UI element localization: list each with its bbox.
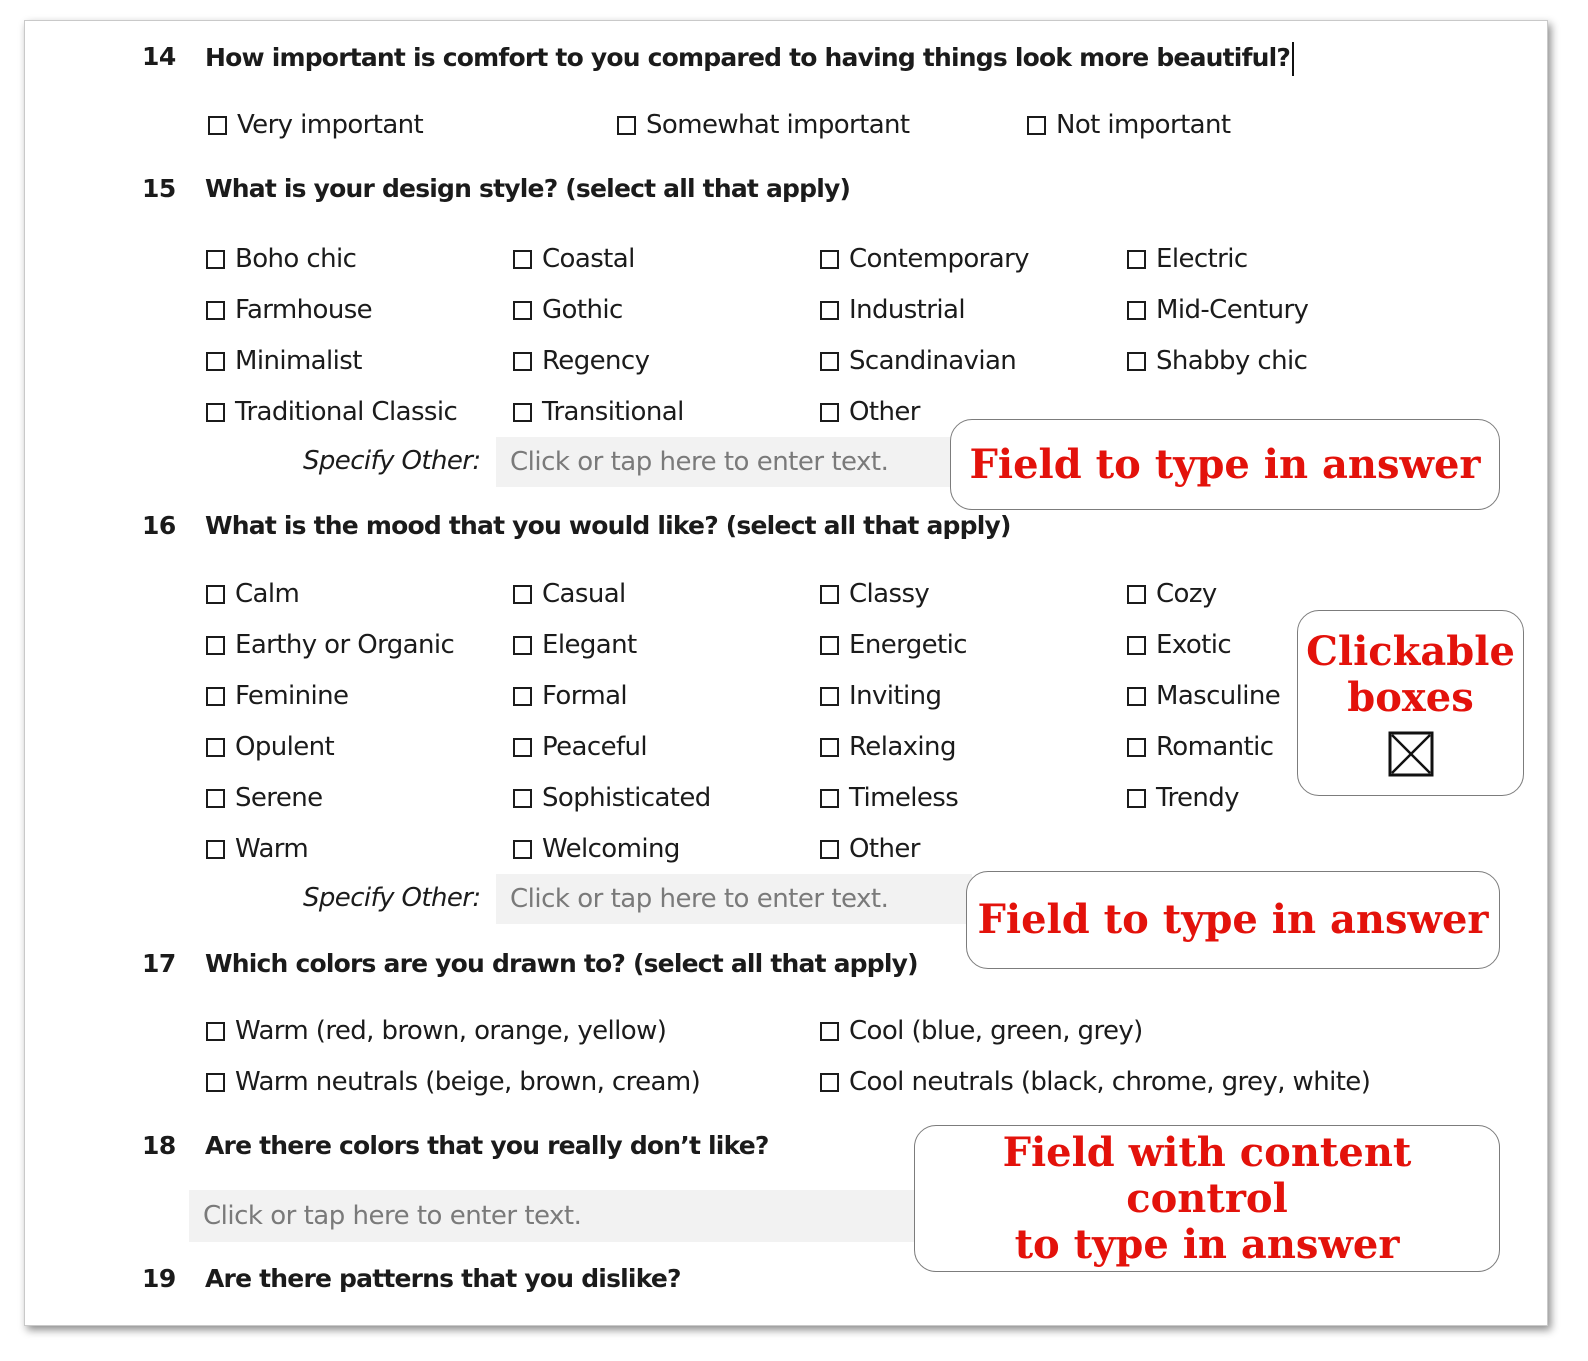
checkbox[interactable]: [1127, 636, 1146, 655]
checkbox-option[interactable]: Farmhouse: [206, 295, 372, 325]
q16-other-text-field[interactable]: Click or tap here to enter text.: [496, 874, 972, 924]
checkbox[interactable]: [208, 116, 227, 135]
checkbox[interactable]: [513, 789, 532, 808]
q19-question: Are there patterns that you dislike?: [205, 1264, 681, 1293]
checkbox[interactable]: [1027, 116, 1046, 135]
checkbox-option[interactable]: Regency: [513, 346, 649, 376]
q15-question: What is your design style? (select all that apply): [205, 174, 851, 203]
checkbox[interactable]: [206, 738, 225, 757]
checkbox-option[interactable]: Contemporary: [820, 244, 1029, 274]
checkbox[interactable]: [513, 301, 532, 320]
checkbox[interactable]: [820, 585, 839, 604]
checkbox[interactable]: [206, 250, 225, 269]
q19-number: 19: [142, 1264, 176, 1293]
checkbox-option[interactable]: Transitional: [513, 397, 684, 427]
checkbox[interactable]: [206, 789, 225, 808]
checkbox-option[interactable]: Boho chic: [206, 244, 356, 274]
checkbox-option[interactable]: Very important: [208, 110, 423, 140]
checkbox[interactable]: [206, 636, 225, 655]
checkbox-option[interactable]: Warm: [206, 834, 308, 864]
checked-box-icon: [1388, 731, 1434, 777]
checkbox-option[interactable]: Opulent: [206, 732, 334, 762]
q15-other-text-field[interactable]: Click or tap here to enter text.: [496, 437, 966, 487]
checkbox[interactable]: [820, 789, 839, 808]
checkbox[interactable]: [206, 352, 225, 371]
checkbox[interactable]: [206, 1022, 225, 1041]
q16-number: 16: [142, 511, 176, 540]
checkbox-option[interactable]: Relaxing: [820, 732, 956, 762]
callout-field-answer: Field to type in answer: [966, 871, 1500, 969]
checkbox-option[interactable]: Mid-Century: [1127, 295, 1308, 325]
checkbox-option[interactable]: Earthy or Organic: [206, 630, 454, 660]
checkbox[interactable]: [513, 585, 532, 604]
checkbox[interactable]: [617, 116, 636, 135]
checkbox[interactable]: [206, 301, 225, 320]
checkbox-option[interactable]: Cool neutrals (black, chrome, grey, white): [820, 1067, 1370, 1097]
checkbox-option[interactable]: Coastal: [513, 244, 635, 274]
checkbox-option[interactable]: Casual: [513, 579, 626, 609]
checkbox[interactable]: [513, 352, 532, 371]
checkbox[interactable]: [206, 1073, 225, 1092]
checkbox-option[interactable]: Shabby chic: [1127, 346, 1307, 376]
checkbox-option[interactable]: Gothic: [513, 295, 623, 325]
checkbox-option[interactable]: Exotic: [1127, 630, 1231, 660]
checkbox[interactable]: [513, 250, 532, 269]
checkbox[interactable]: [513, 687, 532, 706]
q14-question: [205, 42, 1294, 76]
checkbox[interactable]: [513, 840, 532, 859]
checkbox[interactable]: [513, 636, 532, 655]
checkbox-option[interactable]: Elegant: [513, 630, 637, 660]
checkbox-option[interactable]: Inviting: [820, 681, 941, 711]
checkbox[interactable]: [820, 301, 839, 320]
checkbox[interactable]: [206, 687, 225, 706]
checkbox[interactable]: [820, 250, 839, 269]
checkbox[interactable]: [513, 738, 532, 757]
q16-question: What is the mood that you would like? (select all that apply): [205, 511, 1011, 540]
checkbox[interactable]: [1127, 301, 1146, 320]
checkbox[interactable]: [820, 738, 839, 757]
checkbox[interactable]: [1127, 738, 1146, 757]
checkbox[interactable]: [1127, 352, 1146, 371]
q14-question-text: How important is comfort to you compared to having things look more beautiful?: [205, 43, 1291, 72]
checkbox-option[interactable]: Romantic: [1127, 732, 1273, 762]
q18-text-field[interactable]: Click or tap here to enter text.: [189, 1190, 929, 1242]
checkbox-option[interactable]: Sophisticated: [513, 783, 711, 813]
q15-number: 15: [142, 174, 176, 203]
checkbox-option[interactable]: Timeless: [820, 783, 958, 813]
checkbox[interactable]: [820, 1073, 839, 1092]
q18-question: Are there colors that you really don’t like?: [205, 1131, 769, 1160]
checkbox-option[interactable]: Traditional Classic: [206, 397, 457, 427]
checkbox[interactable]: [513, 403, 532, 422]
checkbox-option[interactable]: Minimalist: [206, 346, 362, 376]
checkbox[interactable]: [820, 840, 839, 859]
checkbox-option[interactable]: Formal: [513, 681, 627, 711]
checkbox[interactable]: [820, 403, 839, 422]
checkbox[interactable]: [1127, 687, 1146, 706]
checkbox-option[interactable]: Cozy: [1127, 579, 1217, 609]
callout-field-answer: Field to type in answer: [950, 419, 1500, 510]
checkbox-option[interactable]: Serene: [206, 783, 323, 813]
checkbox[interactable]: [820, 636, 839, 655]
checkbox-option[interactable]: Feminine: [206, 681, 348, 711]
checkbox-option[interactable]: Electric: [1127, 244, 1248, 274]
q17-question: Which colors are you drawn to? (select all that apply): [205, 949, 918, 978]
checkbox[interactable]: [820, 352, 839, 371]
checkbox-option[interactable]: Cool (blue, green, grey): [820, 1016, 1143, 1046]
checkbox-option[interactable]: Classy: [820, 579, 929, 609]
checkbox-option[interactable]: Trendy: [1127, 783, 1239, 813]
q14-number: 14: [142, 42, 176, 71]
checkbox[interactable]: [206, 840, 225, 859]
checkbox-option[interactable]: Welcoming: [513, 834, 680, 864]
callout-clickable-boxes: Clickable boxes: [1297, 610, 1524, 796]
checkbox-option[interactable]: Scandinavian: [820, 346, 1016, 376]
checkbox[interactable]: [1127, 250, 1146, 269]
specify-other-label: Specify Other:: [303, 883, 481, 913]
checkbox[interactable]: [1127, 789, 1146, 808]
checkbox-option[interactable]: Somewhat important: [617, 110, 910, 140]
checkbox[interactable]: [820, 1022, 839, 1041]
checkbox[interactable]: [206, 585, 225, 604]
checkbox-option[interactable]: Energetic: [820, 630, 967, 660]
checkbox-option[interactable]: Warm (red, brown, orange, yellow): [206, 1016, 666, 1046]
q17-number: 17: [142, 949, 176, 978]
checkbox-option[interactable]: Industrial: [820, 295, 965, 325]
text-cursor: [1292, 42, 1294, 76]
checkbox-option[interactable]: Other: [820, 397, 920, 427]
checkbox-option[interactable]: Other: [820, 834, 920, 864]
checkbox-option[interactable]: Masculine: [1127, 681, 1280, 711]
checkbox[interactable]: [206, 403, 225, 422]
checkbox-option[interactable]: Peaceful: [513, 732, 647, 762]
checkbox-option[interactable]: Warm neutrals (beige, brown, cream): [206, 1067, 700, 1097]
callout-content-control: Field with content control to type in answer: [914, 1125, 1500, 1272]
q18-number: 18: [142, 1131, 176, 1160]
checkbox[interactable]: [820, 687, 839, 706]
checkbox-option[interactable]: Not important: [1027, 110, 1230, 140]
checkbox-option[interactable]: Calm: [206, 579, 299, 609]
specify-other-label: Specify Other:: [303, 446, 481, 476]
checkbox[interactable]: [1127, 585, 1146, 604]
